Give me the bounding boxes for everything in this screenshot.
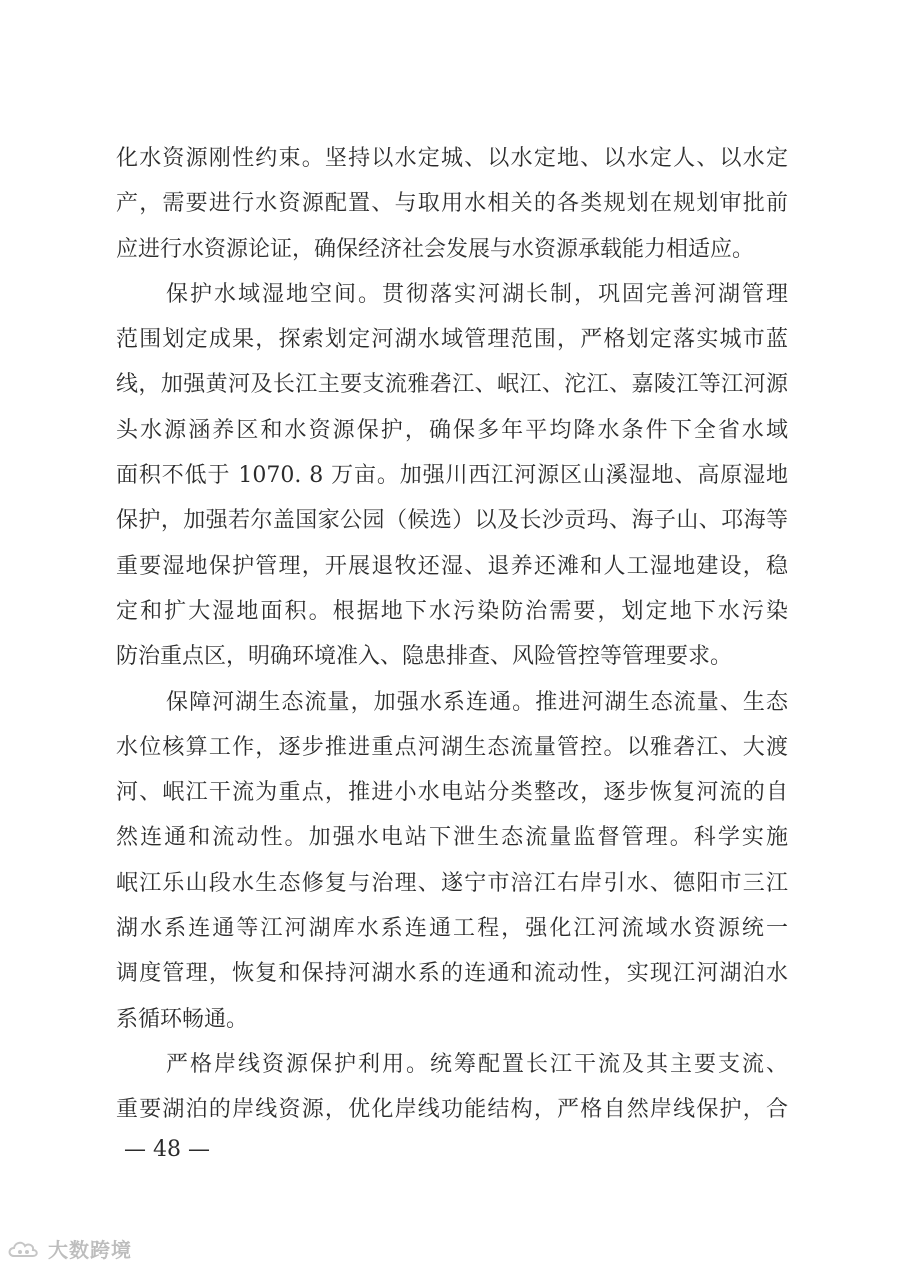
- watermark: [6, 1234, 132, 1263]
- text-line: 保护，加强若尔盖国家公园（候选）以及长沙贡玛、海子山、邛海等: [116, 508, 788, 534]
- text-line: 水位核算工作，逐步推进重点河湖生态流量管控。以雅砻江、大渡: [116, 734, 788, 760]
- text-line: 湖水系连通等江河湖库水系连通工程，强化江河流域水资源统一: [116, 916, 788, 942]
- text-line: 定和扩大湿地面积。根据地下水污染防治需要，划定地下水污染: [116, 598, 788, 624]
- text-line: 调度管理，恢复和保持河湖水系的连通和流动性，实现江河湖泊水: [116, 961, 788, 987]
- text-line: 严格岸线资源保护利用。统筹配置长江干流及其主要支流、: [166, 1051, 788, 1077]
- text-line: 河、岷江干流为重点，推进小水电站分类整改，逐步恢复河流的自: [116, 780, 788, 806]
- text-line: 线，加强黄河及长江主要支流雅砻江、岷江、沱江、嘉陵江等江河源: [116, 372, 788, 398]
- page-number: — 48 —: [124, 1137, 210, 1162]
- text-line: 防治重点区，明确环境准入、隐患排查、风险管控等管理要求。: [116, 644, 733, 670]
- text-line: 范围划定成果，探索划定河湖水域管理范围，严格划定落实城市蓝: [116, 327, 788, 353]
- text-line: 保护水域湿地空间。贯彻落实河湖长制，巩固完善河湖管理: [166, 281, 788, 307]
- text-line: 产，需要进行水资源配置、与取用水相关的各类规划在规划审批前: [116, 191, 788, 217]
- text-line: 保障河湖生态流量，加强水系连通。推进河湖生态流量、生态: [166, 689, 788, 715]
- text-line: 应进行水资源论证，确保经济社会发展与水资源承载能力相适应。: [116, 236, 755, 262]
- text-line: 头水源涵养区和水资源保护，确保多年平均降水条件下全省水域: [116, 417, 788, 443]
- text-line: 系循环畅通。: [116, 1006, 249, 1032]
- text-line: 然连通和流动性。加强水电站下泄生态流量监督管理。科学实施: [116, 825, 788, 851]
- text-line: 重要湿地保护管理，开展退牧还湿、退养还滩和人工湿地建设，稳: [116, 553, 788, 579]
- cloud-logo-icon: [6, 1238, 42, 1260]
- body-text: [116, 136, 788, 1133]
- text-line: 化水资源刚性约束。坚持以水定城、以水定地、以水定人、以水定: [116, 146, 788, 171]
- text-line: 面积不低于 1070. 8 万亩。加强川西江河源区山溪湿地、高原湿地: [116, 463, 788, 489]
- text-line: 岷江乐山段水生态修复与治理、遂宁市涪江右岸引水、德阳市三江: [116, 870, 788, 896]
- watermark-text: 大数跨境: [48, 1238, 132, 1262]
- text-line: 重要湖泊的岸线资源，优化岸线功能结构，严格自然岸线保护，合: [116, 1097, 788, 1123]
